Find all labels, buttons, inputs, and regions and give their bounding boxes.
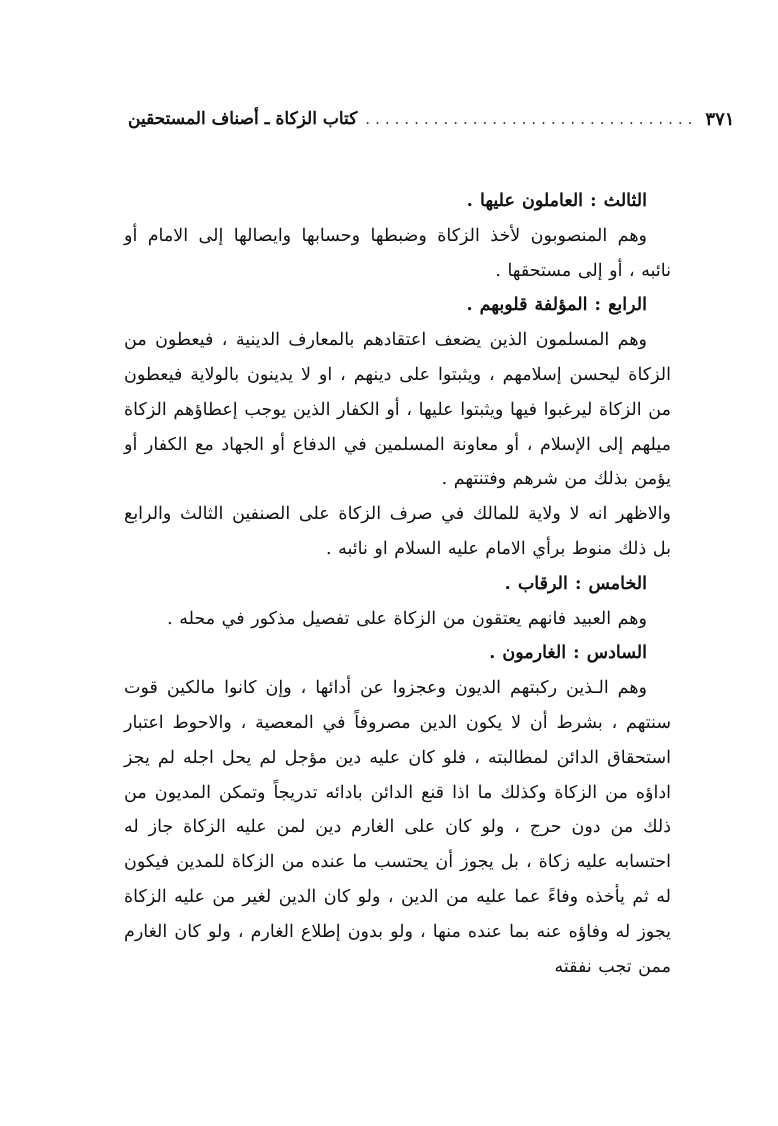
section-heading-fourth: الرابع : المؤلفة قلوبهم . [466,295,647,316]
section-heading-sixth: السادس : الغارمون . [489,643,647,664]
header-leader-dots: .................................. [365,110,698,128]
header-title: كتاب الزكاة ـ أصناف المستحقين [128,109,358,129]
paragraph-fifth: وهم العبيد فانهم يعتقون من الزكاة على تفصيل مذكور في محله . [167,608,647,629]
page-number: ٣٧١ [705,108,735,130]
paragraph-fourth-note: والاظهر انه لا ولاية للمالك في صرف الزكاة على الصنفين الثالث والرابع بل ذلك منوط برأي الامام عليه السلام او نائبه . [124,504,671,559]
running-header [128,104,735,134]
page-body [124,184,671,984]
paragraph-sixth: وهم الـذين ركبتهم الديون وعجزوا عن أدائها ، وإن كانوا مالكين قوت سنتهم ، بشرط أن لا يكون الدين مصروفاً في المعصية ، والاحوط اعتبار استحقاق الدائن لمطالبته ، فلو كان عليه دين مؤجل لم يحل اجله لم يجز اداؤه من الزكاة وكذلك ما اذا قنع الدائن بادائه تدريجاً وتمكن المديون من ذلك من دون حرج ، ولو كان على الغارم دين لمن عليه الزكاة جاز له احتسابه عليه زكاة ، بل يجوز أن يحتسب ما عنده من الزكاة للمدين فيكون له ثم يأخذه وفاءً عما عليه من الدين ، ولو كان الدين لغير من عليه الزكاة يجوز له وفاؤه عنه بما عنده منها ، ولو بدون إطلاع الغارم ، ولو كان الغارم ممن تجب نفقته [124,678,671,977]
paragraph-fourth: وهم المسلمون الذين يضعف اعتقادهم بالمعارف الدينية ، فيعطون من الزكاة ليحسن إسلامهم ، ويثبتوا على دينهم ، او لا يدينون بالولاية فيعطون من الزكاة ليرغبوا فيها ويثبتوا عليها ، أو الكفار الذين يوجب إعطاؤهم الزكاة ميلهم إلى الإسلام ، أو معاونة المسلمين في الدفاع أو الجهاد مع الكفار أو يؤمن بذلك من شرهم وفتنتهم . [124,330,671,490]
section-heading-fifth: الخامس : الرقاب . [504,573,647,594]
section-heading-third: الثالث : العاملون عليها . [466,191,647,211]
paragraph-third: وهم المنصوبون لأخذ الزكاة وضبطها وحسابها وايصالها إلى الامام أو نائبه ، أو إلى مستحقها . [124,225,671,281]
